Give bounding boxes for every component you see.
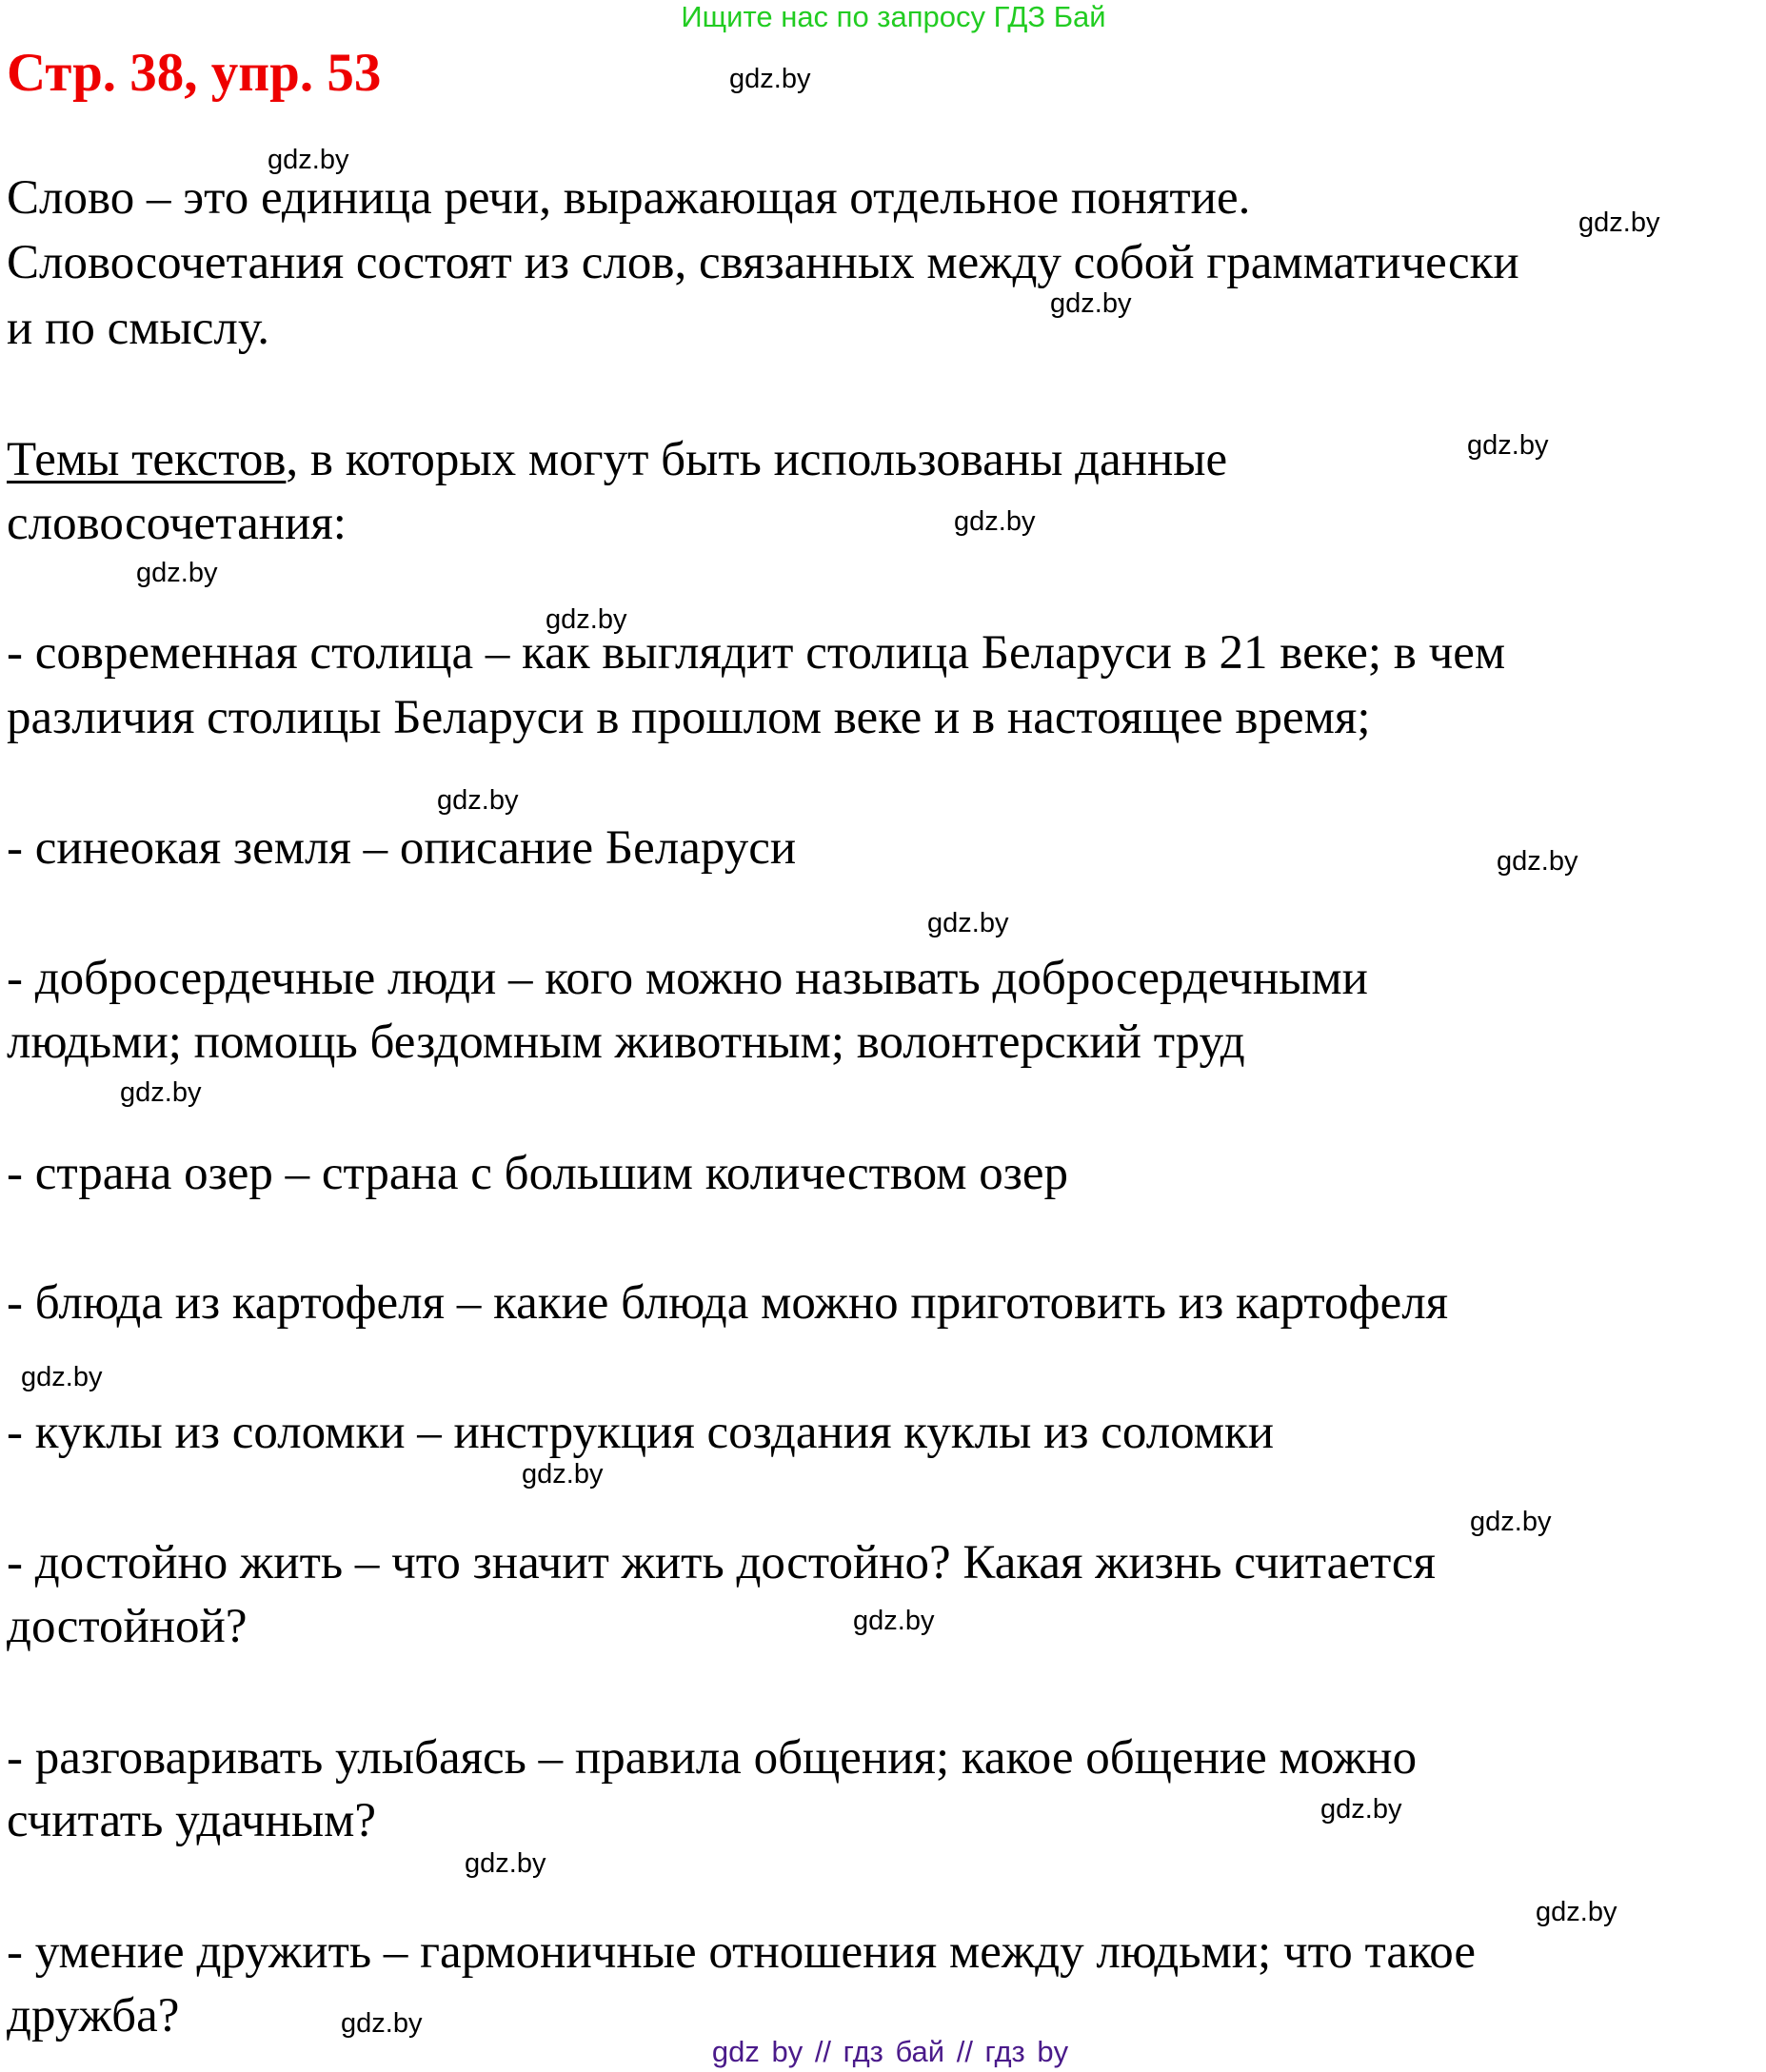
- watermark: gdz.by: [21, 1362, 103, 1392]
- watermark: gdz.by: [954, 506, 1036, 537]
- watermark: gdz.by: [927, 908, 1009, 938]
- watermark: gdz.by: [1536, 1897, 1617, 1927]
- intro-line-2: Словосочетания состоят из слов, связанных между собой грамматически: [7, 236, 1519, 289]
- watermark: gdz.by: [1497, 846, 1578, 877]
- list-item-4-line-1: - страна озер – страна с большим количеством озер: [7, 1147, 1069, 1200]
- list-item-1-line-1: - современная столица – как выглядит столица Беларуси в 21 веке; в чем: [7, 626, 1506, 680]
- watermark: gdz.by: [1050, 288, 1132, 319]
- topics-heading-rest: , в которых могут быть использованы данные: [286, 433, 1228, 486]
- watermark: gdz.by: [341, 2008, 423, 2039]
- list-item-2-line-1: - синеокая земля – описание Беларуси: [7, 821, 797, 875]
- watermark: gdz.by: [465, 1848, 546, 1879]
- watermark: gdz.by: [1470, 1507, 1552, 1537]
- list-item-9-line-1: - умение дружить – гармоничные отношения между людьми; что такое: [7, 1925, 1476, 1979]
- list-item-5-line-1: - блюда из картофеля – какие блюда можно приготовить из картофеля: [7, 1276, 1449, 1330]
- watermark: gdz.by: [1467, 430, 1549, 461]
- list-item-7-line-2: достойной?: [7, 1600, 248, 1653]
- page-title: Стр. 38, упр. 53: [7, 43, 382, 103]
- watermark: gdz.by: [1320, 1794, 1402, 1825]
- list-item-6-line-1: - куклы из соломки – инструкция создания куклы из соломки: [7, 1406, 1275, 1459]
- watermark: gdz.by: [853, 1606, 935, 1636]
- list-item-3-line-2: людьми; помощь бездомным животным; волонтерский труд: [7, 1016, 1245, 1069]
- list-item-9-line-2: дружба?: [7, 1989, 180, 2042]
- watermark: gdz.by: [136, 558, 218, 588]
- footer-links: gdz by // гдз бай // гдз by: [711, 2035, 1069, 2068]
- list-item-8-line-1: - разговаривать улыбаясь – правила общения; какое общение можно: [7, 1731, 1418, 1785]
- list-item-3-line-1: - добросердечные люди – кого можно называть добросердечными: [7, 952, 1368, 1005]
- watermark: gdz.by: [120, 1077, 202, 1108]
- list-item-1-line-2: различия столицы Беларуси в прошлом веке и в настоящее время;: [7, 691, 1371, 744]
- watermark: gdz.by: [437, 785, 519, 816]
- watermark: gdz.by: [729, 64, 811, 94]
- topics-heading-line-2: словосочетания:: [7, 497, 347, 550]
- search-banner: Ищите нас по запросу ГДЗ Бай: [681, 0, 1106, 33]
- topics-heading: [7, 431, 1227, 488]
- watermark: gdz.by: [1578, 207, 1660, 238]
- list-item-7-line-1: - достойно жить – что значит жить достойно? Какая жизнь считается: [7, 1536, 1436, 1589]
- intro-line-1: Слово – это единица речи, выражающая отдельное понятие.: [7, 171, 1251, 225]
- list-item-8-line-2: считать удачным?: [7, 1794, 377, 1847]
- watermark: gdz.by: [546, 604, 627, 635]
- watermark: gdz.by: [268, 145, 349, 175]
- topics-heading-underlined: Темы текстов: [7, 433, 287, 486]
- watermark: gdz.by: [522, 1459, 604, 1490]
- intro-line-3: и по смыслу.: [7, 302, 269, 355]
